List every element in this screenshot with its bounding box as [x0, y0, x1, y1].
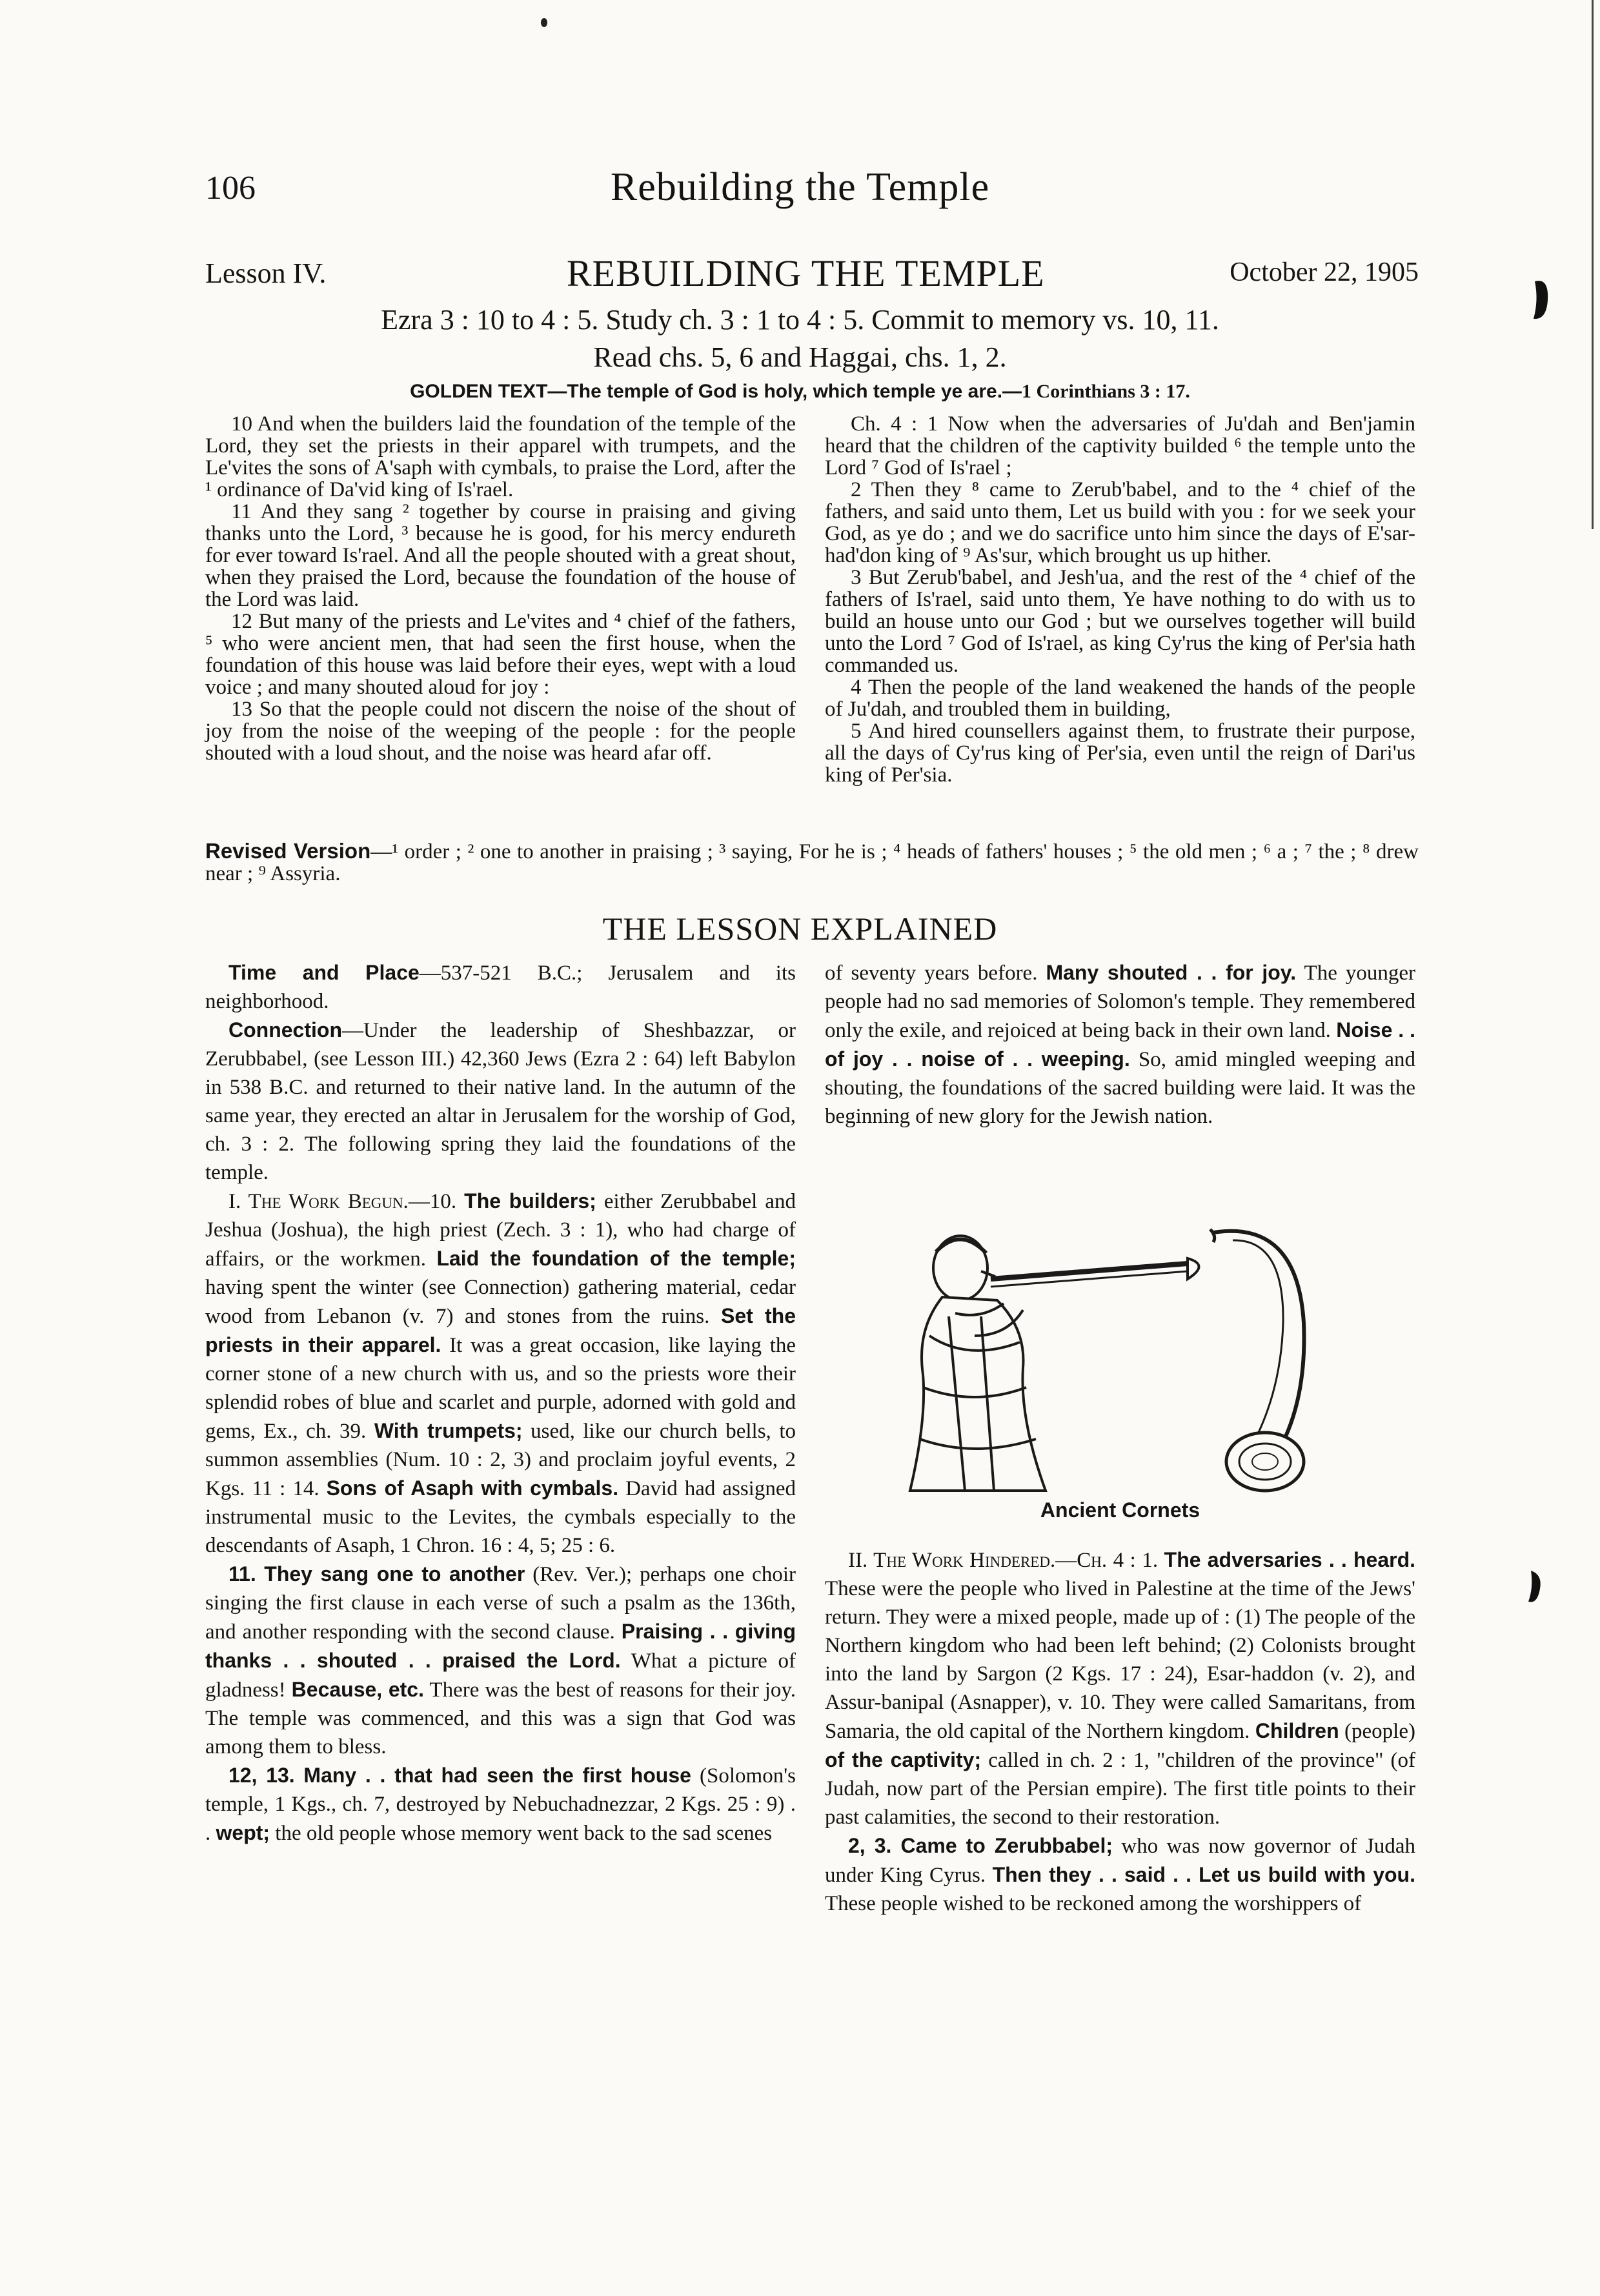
verse-11-note	[205, 1560, 796, 1761]
verse-ch4-2: 2 Then they ⁸ came to Zerub'babel, and to the ⁴ chief of the fathers, and said unto them, Let us build with you : for we seek your God, as ye do ; and we do sacrifice unto him since the days of E'sar-had'don king of ⁹ As'sur, which brought us up hither.	[825, 478, 1415, 567]
verse-12: 12 But many of the priests and Le'vites and ⁴ chief of the fathers, ⁵ who were ancient men, that had seen the first house, when the foundation of this house was laid before their eyes, wept with a loud voice ; and many shouted aloud for joy :	[205, 610, 796, 699]
scan-edge-line	[1592, 0, 1594, 529]
bold-term: Laid the foundation of the temple;	[436, 1247, 796, 1270]
connection-label: Connection	[228, 1018, 342, 1042]
bold-term: Set the priests in their apparel.	[205, 1304, 796, 1356]
section-heading-explained: THE LESSON EXPLAINED	[602, 911, 998, 947]
bold-term: Many shouted . . for joy.	[1046, 961, 1297, 984]
golden-text-ref: 1 Corinthians 3 : 17.	[1022, 381, 1190, 402]
golden-text-body: GOLDEN TEXT—The temple of God is holy, which temple ye are.—	[410, 381, 1022, 402]
verse-ch4-1: Ch. 4 : 1 Now when the adversaries of Ju'dah and Ben'jamin heard that the children of the captivity builded ⁶ the temple unto the Lord ⁷ God of Is'rael ;	[825, 412, 1415, 479]
body-text: What a picture of gladness!	[205, 1649, 796, 1702]
verse-ch4-4: 4 Then the people of the land weakened the hands of the people of Ju'dah, and troubled them in building,	[825, 676, 1415, 721]
explained-left-column	[205, 958, 796, 1848]
bold-term: of the captivity;	[825, 1748, 982, 1771]
ink-blot-mark	[1524, 1568, 1544, 1607]
bold-term: With trumpets;	[374, 1419, 523, 1442]
body-text: There was the best of reasons for their joy. The temple was commenced, and this was a sign that God was among them to bless.	[205, 1678, 796, 1758]
connection	[205, 1016, 796, 1187]
bold-term: Praising . . giving thanks . . shouted . . praised the Lord.	[205, 1620, 796, 1672]
revised-version-label: Revised Version	[205, 839, 371, 863]
verse-11: 11 And they sang ² together by course in praising and giving thanks unto the Lord, ³ because he is good, for his mercy endureth for ever toward Is'rael. And all the people shouted with a great shout, when they praised the Lord, because the foundation of the house of the Lord was laid.	[205, 500, 796, 611]
explained-right-column-bottom	[825, 1546, 1415, 1918]
body-text: (Rev. Ver.); perhaps one choir singing the first clause in each verse of such a psalm as the 136th, and another responding with the second clause.	[205, 1563, 796, 1644]
running-head: Rebuilding the Temple	[610, 165, 990, 209]
lesson-header	[205, 252, 1419, 297]
section-1-heading: I. The Work Begun.—10.	[228, 1190, 457, 1213]
body-text: (Solomon's temple, 1 Kgs., ch. 7, destroyed by Nebuchadnezzar, 2 Kgs. 25 : 9) . .	[205, 1764, 796, 1845]
scripture-right-column	[825, 413, 1415, 786]
lesson-title: REBUILDING THE TEMPLE	[567, 252, 1045, 294]
time-and-place	[205, 958, 796, 1016]
time-label: Time and Place	[228, 961, 420, 984]
bold-term: Noise . . of joy . . noise of . . weeping.	[825, 1018, 1415, 1071]
body-text: having spent the winter (see Connection) gathering material, cedar wood from Lebanon (v. 7) and stones from the ruins.	[205, 1276, 796, 1328]
body-text: The younger people had no sad memories of Solomon's temple. They remembered only the exile, and rejoiced at being back in their own land.	[825, 962, 1415, 1042]
body-text: David had assigned instrumental music to the Levites, the cymbals especially to the descendants of Asaph, 1 Chron. 16 : 4, 5; 25 : 6.	[205, 1477, 796, 1557]
body-text: the old people whose memory went back to the sad scenes	[270, 1822, 773, 1845]
body-text: It was a great occasion, like laying the corner stone of a new church with us, and so the priests wore their splendid robes of blue and scarlet and purple, adorned with gold and gems, Ex., ch. 39.	[205, 1334, 796, 1443]
lesson-number: Lesson IV.	[205, 257, 327, 289]
ink-speck	[541, 18, 547, 27]
work-hindered-paragraph	[825, 1546, 1415, 1831]
bold-term: Because, etc.	[291, 1678, 424, 1701]
work-begun-paragraph	[205, 1187, 796, 1560]
figure-caption: Ancient Cornets	[1040, 1498, 1200, 1522]
body-text: of seventy years before.	[825, 962, 1046, 985]
bold-term: The builders;	[464, 1189, 596, 1213]
body-text: These people wished to be reckoned among the worshippers of	[825, 1892, 1362, 1915]
verse-10: 10 And when the builders laid the foundation of the temple of the Lord, they set the priests in their apparel with trumpets, and the Le'vites the sons of A'saph with cymbals, to praise the Lord, after the ¹ ordinance of Da'vid king of Is'rael.	[205, 412, 796, 501]
bold-term: Sons of Asaph with cymbals.	[326, 1476, 619, 1500]
connection-text: —Under the leadership of Sheshbazzar, or Zerubbabel, (see Lesson III.) 42,360 Jews (Ezra 2 : 64) left Babylon in 538 B.C. and returned to their native land. In the autumn of the same year, they erected an altar in Jerusalem for the worship of God, ch. 3 : 2. The following spring they laid the foundations of the temple.	[205, 1019, 796, 1184]
ancient-cornets-illustration	[884, 1207, 1349, 1510]
section-2-heading: II. The Work Hindered.—Ch. 4 : 1.	[848, 1549, 1159, 1572]
scripture-left-column	[205, 413, 796, 764]
body-text: These were the people who lived in Palestine at the time of the Jews' return. They were a mixed people, made up of : (1) The people of the Northern kingdom who had been left behind; (2) Colonists brought into the land by Sargon (2 Kgs. 17 : 24), Esar-haddon (v. 2), and Assur-banipal (Asnapper), v. 10. They were called Samaritans, from Samaria, the old capital of the Northern kingdom.	[825, 1577, 1415, 1743]
bold-term: Then they . . said . . Let us build with you.	[992, 1863, 1415, 1886]
body-text: So, amid mingled weeping and shouting, the foundations of the sacred building were laid. It was the beginning of new glory for the Jewish nation.	[825, 1048, 1416, 1128]
study-line-1: Ezra 3 : 10 to 4 : 5. Study ch. 3 : 1 to 4 : 5. Commit to memory vs. 10, 11.	[381, 304, 1219, 336]
cornet-player-drawing	[884, 1207, 1349, 1510]
bold-term: 2, 3. Came to Zerubbabel;	[848, 1834, 1113, 1857]
lesson-date: October 22, 1905	[1230, 257, 1419, 287]
verse-12-13-continued	[825, 958, 1415, 1131]
verse-2-3-note	[825, 1831, 1415, 1918]
bold-term: 12, 13. Many . . that had seen the first house	[228, 1764, 691, 1787]
golden-text	[0, 381, 1600, 403]
ink-blot-mark	[1530, 277, 1552, 323]
study-line-2: Read chs. 5, 6 and Haggai, chs. 1, 2.	[593, 341, 1007, 373]
verse-13: 13 So that the people could not discern the noise of the shout of joy from the noise of the weeping of the people : for the people shouted with a loud shout, and the noise was heard afar off.	[205, 698, 796, 765]
study-references	[0, 301, 1600, 376]
page-number: 106	[205, 170, 256, 206]
bold-term: 11. They sang one to another	[228, 1562, 525, 1586]
bold-term: wept;	[216, 1821, 270, 1844]
body-text: who was now governor of Judah under King Cyrus.	[825, 1835, 1415, 1887]
explained-right-column-top	[825, 958, 1415, 1131]
verse-ch4-5: 5 And hired counsellers against them, to frustrate their purpose, all the days of Cy'rus king of Per'sia, even until the reign of Dari'us king of Per'sia.	[825, 720, 1415, 787]
bold-term: The adversaries . . heard.	[1164, 1548, 1416, 1571]
verse-12-13-note	[205, 1761, 796, 1848]
time-text: —537-521 B.C.; Jerusalem and its neighborhood.	[205, 962, 796, 1013]
body-text: either Zerubbabel and Jeshua (Joshua), the high priest (Zech. 3 : 1), who had charge of affairs, or the workmen.	[205, 1190, 796, 1271]
body-text: used, like our church bells, to summon assemblies (Num. 10 : 2, 3) and proclaim joyful events, 2 Kgs. 11 : 14.	[205, 1420, 796, 1500]
body-text: called in ch. 2 : 1, "children of the province" (of Judah, now part of the Persian empire). The first title points to their past calamities, the second to their restoration.	[825, 1749, 1416, 1829]
bold-term: Children	[1255, 1719, 1339, 1742]
body-text: (people)	[1339, 1720, 1415, 1743]
verse-ch4-3: 3 But Zerub'babel, and Jesh'ua, and the rest of the ⁴ chief of the fathers of Is'rael, said unto them, Ye have nothing to do with us to build an house unto our God ; but we ourselves together will build unto the Lord ⁷ God of Is'rael, as king Cy'rus the king of Per'sia hath commanded us.	[825, 566, 1415, 677]
revised-version-text: —¹ order ; ² one to another in praising ; ³ saying, For he is ; ⁴ heads of fathers' houses ; ⁵ the old men ; ⁶ a ; ⁷ the ; ⁸ drew near ; ⁹ Assyria.	[205, 840, 1419, 885]
revised-version-notes	[205, 840, 1419, 885]
